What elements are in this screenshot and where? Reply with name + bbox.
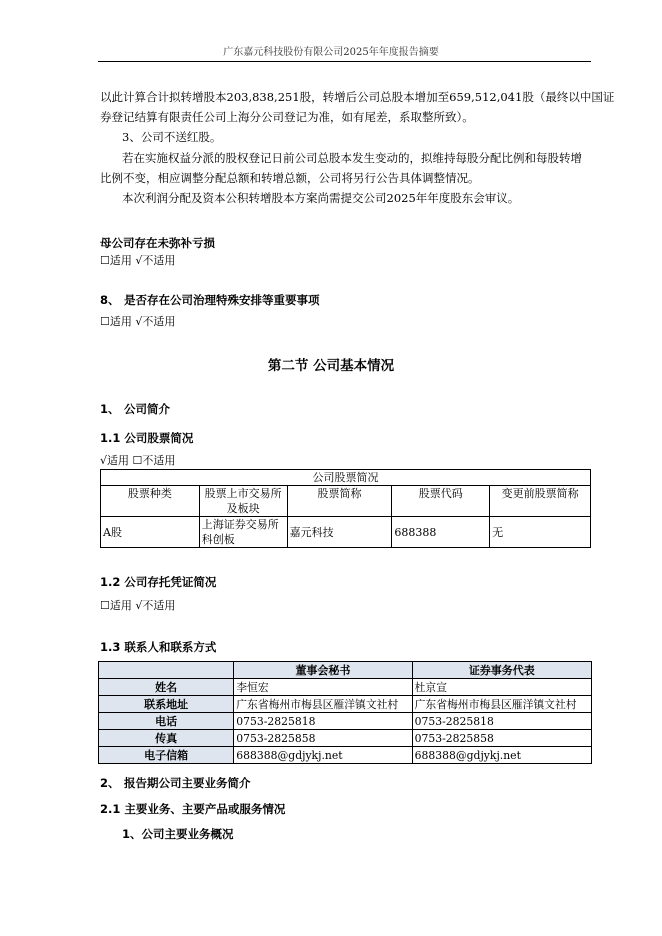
stock-table-caption: 公司股票简况 bbox=[101, 470, 591, 486]
stock-table-header: 股票上市交易所及板块 bbox=[199, 486, 287, 517]
contact-col-header: 董事会秘书 bbox=[234, 662, 412, 679]
contact-cell: 杜京宣 bbox=[412, 679, 591, 696]
contact-cell: 广东省梅州市梅县区雁洋镇文社村 bbox=[412, 696, 591, 713]
contact-row-label: 电话 bbox=[99, 713, 234, 730]
contact-cell: 0753-2825858 bbox=[412, 730, 591, 747]
header-divider bbox=[98, 61, 591, 62]
contact-row-label: 电子信箱 bbox=[99, 747, 234, 764]
contact-cell: 0753-2825818 bbox=[412, 713, 591, 730]
item8-heading: 是否存在公司治理特殊安排等重要事项 bbox=[124, 293, 320, 307]
contact-cell: 688388@gdjykj.net bbox=[234, 747, 412, 764]
paragraph-line: 本次利润分配及资本公积转增股本方案尚需提交公司2025年年度股东会审议。 bbox=[122, 191, 520, 205]
s13-heading: 1.3 联系人和联系方式 bbox=[100, 640, 217, 654]
stock-table-header: 股票代码 bbox=[392, 486, 490, 517]
paragraph-line: 3、公司不送红股。 bbox=[122, 130, 222, 144]
item8-number: 8、 bbox=[100, 293, 120, 307]
s1-heading: 公司简介 bbox=[124, 402, 170, 416]
contact-cell: 李恒宏 bbox=[234, 679, 412, 696]
contact-table bbox=[98, 661, 592, 764]
paragraph-line: 比例不变，相应调整分配总额和转增总额，公司将另行公告具体调整情况。 bbox=[100, 171, 480, 185]
loss-heading: 母公司存在未弥补亏损 bbox=[100, 236, 215, 250]
contact-row-label: 联系地址 bbox=[99, 696, 234, 713]
s11-applicability: √适用 ☐不适用 bbox=[100, 454, 176, 467]
s211-heading: 1、公司主要业务概况 bbox=[122, 827, 234, 841]
page-header: 广东嘉元科技股份有限公司2025年年度报告摘要 bbox=[223, 47, 439, 58]
stock-table bbox=[100, 469, 591, 548]
stock-table-header: 股票种类 bbox=[101, 486, 200, 517]
section-title: 第二节 公司基本情况 bbox=[267, 358, 395, 374]
stock-table-cell: 上海证券交易所科创板 bbox=[199, 517, 287, 548]
s11-heading: 1.1 公司股票简况 bbox=[100, 431, 194, 445]
contact-cell: 688388@gdjykj.net bbox=[412, 747, 591, 764]
contact-cell: 0753-2825818 bbox=[234, 713, 412, 730]
stock-table-cell: 嘉元科技 bbox=[287, 517, 392, 548]
contact-table-corner bbox=[99, 662, 234, 679]
contact-row-label: 姓名 bbox=[99, 679, 234, 696]
paragraph-line: 券登记结算有限责任公司上海分公司登记为准，如有尾差，系取整所致）。 bbox=[100, 110, 474, 124]
loss-applicability: ☐适用 √不适用 bbox=[100, 254, 176, 267]
s1-number: 1、 bbox=[100, 402, 120, 416]
contact-cell: 广东省梅州市梅县区雁洋镇文社村 bbox=[234, 696, 412, 713]
s2-number: 2、 bbox=[100, 776, 120, 790]
contact-row-label: 传真 bbox=[99, 730, 234, 747]
paragraph-line: 以此计算合计拟转增股本203,838,251股，转增后公司总股本增加至659,512,041股（最终以中国证 bbox=[100, 90, 615, 104]
stock-table-cell: 688388 bbox=[392, 517, 490, 548]
s12-applicability: ☐适用 √不适用 bbox=[100, 599, 176, 612]
s2-heading: 报告期公司主要业务简介 bbox=[124, 776, 251, 790]
stock-table-cell: 无 bbox=[490, 517, 591, 548]
item8-applicability: ☐适用 √不适用 bbox=[100, 315, 176, 328]
s12-heading: 1.2 公司存托凭证简况 bbox=[100, 575, 217, 589]
s21-heading: 2.1 主要业务、主要产品或服务情况 bbox=[100, 802, 286, 816]
stock-table-header: 股票简称 bbox=[287, 486, 392, 517]
stock-table-cell: A股 bbox=[101, 517, 200, 548]
contact-col-header: 证券事务代表 bbox=[412, 662, 591, 679]
paragraph-line: 若在实施权益分派的股权登记日前公司总股本发生变动的，拟维持每股分配比例和每股转增 bbox=[122, 151, 582, 165]
contact-cell: 0753-2825858 bbox=[234, 730, 412, 747]
stock-table-header: 变更前股票简称 bbox=[490, 486, 591, 517]
